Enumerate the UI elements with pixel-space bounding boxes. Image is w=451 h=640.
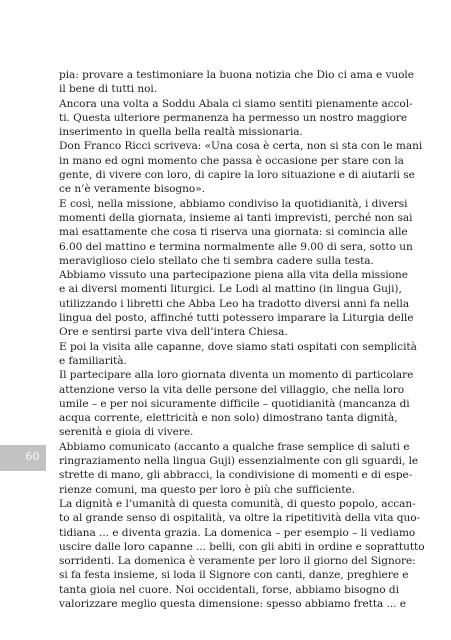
text-line: il bene di tutti noi. — [59, 83, 158, 96]
text-line: ringraziamento nella lingua Guji) essenzialmente con gli sguardi, le — [59, 455, 419, 468]
text-line: pia: provare a testimoniare la buona notizia che Dio ci ama e vuole — [59, 69, 414, 81]
body-text — [59, 68, 425, 611]
text-line: Don Franco Ricci scriveva: «Una cosa è certa, non si sta con le mani — [59, 140, 423, 153]
text-line: ce n’è veramente bisogno». — [59, 183, 205, 196]
text-line: uscire dalle loro capanne ... belli, con gli abiti in ordine e soprattutto — [59, 540, 425, 553]
text-line: Il partecipare alla loro giornata diventa un momento di particolare — [59, 369, 414, 382]
text-line: valorizzare meglio questa dimensione: spesso abbiamo fretta ... e — [59, 597, 406, 610]
text-line: umile – e per noi sicuramente difficile – quotidianità (mancanza di — [59, 397, 410, 410]
text-line: to al grande senso di ospitalità, va oltre la ripetitività della vita quo- — [59, 512, 421, 525]
text-line: ti. Questa ulteriore permanenza ha permesso un nostro maggiore — [59, 111, 408, 124]
text-line: in mano ed ogni momento che passa è occasione per stare con la — [59, 154, 404, 167]
text-line: tidiana ... e diventa grazia. La domenica – per esempio – li vediamo — [59, 526, 416, 539]
text-line: strette di mano, gli abbracci, la condivisione di momenti e di espe- — [59, 469, 413, 482]
text-line: 6.00 del mattino e termina normalmente alle 9.00 di sera, sotto un — [59, 240, 413, 253]
text-line: Abbiamo comunicato (accanto a qualche frase semplice di saluti e — [59, 440, 410, 453]
text-line: si fa festa insieme, si loda il Signore con canti, danze, preghiere e — [59, 569, 409, 582]
text-line: rienze comuni, ma questo per loro è più che sufficiente. — [59, 483, 356, 496]
text-line: Ancora una volta a Soddu Abala ci siamo sentiti pienamente accol- — [59, 97, 413, 110]
text-line: La dignità e l’umanità di questa comunità, di questo popolo, accan- — [59, 497, 416, 510]
text-line: lingua del posto, affinché tutti potessero imparare la Liturgia delle — [59, 312, 414, 325]
text-line: gente, di vivere con loro, di capire la loro situazione e di aiutarli se — [59, 169, 415, 182]
text-line: inserimento in quella bella realtà missionaria. — [59, 126, 303, 139]
text-line: e ai diversi momenti liturgici. Le Lodi al mattino (in lingua Guji), — [59, 283, 402, 296]
text-line: sorridenti. La domenica è veramente per loro il giorno del Signore: — [59, 555, 416, 568]
text-line: Ore e sentirsi parte viva dell’intera Chiesa. — [59, 326, 288, 339]
text-line: E poi la visita alle capanne, dove siamo stati ospitati con semplicità — [59, 340, 417, 353]
text-line: meraviglioso cielo stellato che ti sembra cadere sulla testa. — [59, 254, 374, 267]
text-line: utilizzando i libretti che Abba Leo ha tradotto diversi anni fa nella — [59, 297, 410, 310]
page-number: 60 — [25, 450, 40, 463]
text-line: serenità e gioia di vivere. — [59, 426, 194, 439]
text-line: tanta gioia nel cuore. Noi occidentali, forse, abbiamo bisogno di — [59, 583, 399, 596]
text-line: E così, nella missione, abbiamo condiviso la quotidianità, i diversi — [59, 197, 408, 210]
text-line: acqua corrente, elettricità e non solo) dimostrano tanta dignità, — [59, 412, 398, 425]
text-line: Abbiamo vissuto una partecipazione piena alla vita della missione — [59, 269, 408, 282]
text-line: e familiarità. — [59, 354, 127, 367]
page-number-tab — [0, 445, 46, 471]
text-line: momenti della giornata, insieme ai tanti imprevisti, perché non sai — [59, 211, 413, 224]
text-line: attenzione verso la vita delle persone del villaggio, che nella loro — [59, 383, 405, 396]
text-line: mai esattamente che cosa ti riserva una giornata: si comincia alle — [59, 226, 408, 239]
